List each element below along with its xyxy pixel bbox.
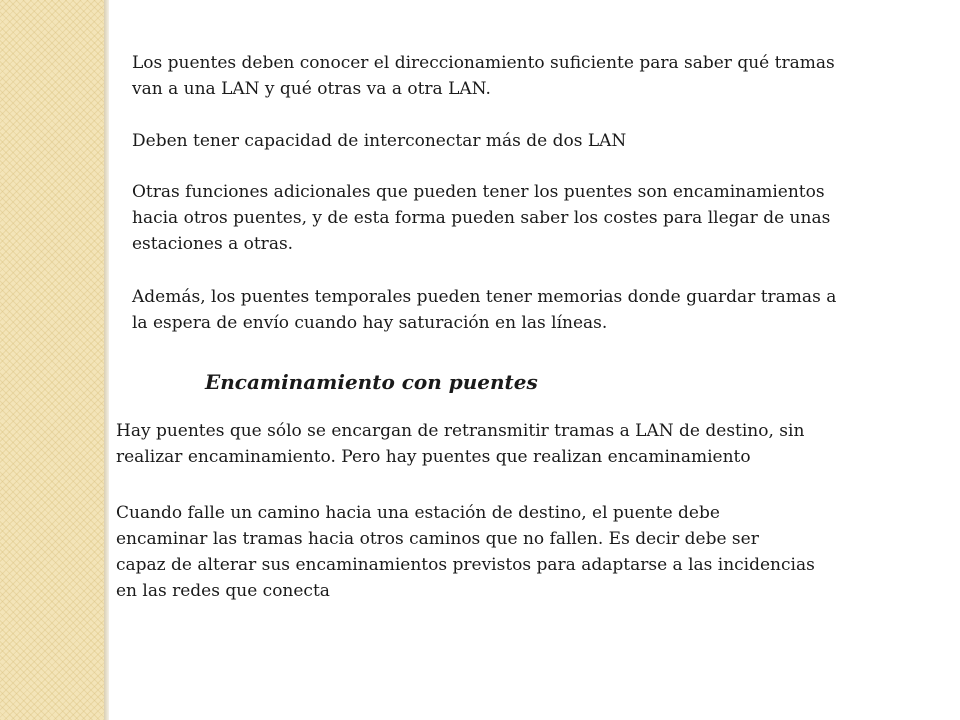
- text-line: Deben tener capacidad de interconectar más de dos LAN: [132, 131, 627, 151]
- paragraph-bridge-interconnect: [132, 128, 626, 154]
- paragraph-bridge-addressing: [132, 50, 835, 102]
- text-line: van a una LAN y qué otras va a otra LAN.: [132, 79, 491, 99]
- paragraph-routing-bridges: [116, 418, 804, 470]
- text-line: realizar encaminamiento. Pero hay puentes que realizan encaminamiento: [116, 447, 751, 467]
- paragraph-bridge-memory: [132, 284, 836, 336]
- sidebar-divider: [104, 0, 109, 720]
- text-line: Hay puentes que sólo se encargan de retransmitir tramas a LAN de destino, sin: [116, 421, 805, 441]
- text-line: en las redes que conecta: [116, 581, 330, 601]
- text-line: Además, los puentes temporales pueden tener memorias donde guardar tramas a: [132, 287, 837, 307]
- paragraph-route-failure: [116, 500, 815, 604]
- section-heading: Encaminamiento con puentes: [205, 370, 538, 394]
- text-line: encaminar las tramas hacia otros caminos que no fallen. Es decir debe ser: [116, 529, 759, 549]
- text-line: Cuando falle un camino hacia una estación de destino, el puente debe: [116, 503, 720, 523]
- text-line: Otras funciones adicionales que pueden tener los puentes son encaminamientos: [132, 182, 825, 202]
- decorative-sidebar: [0, 0, 104, 720]
- text-line: capaz de alterar sus encaminamientos previstos para adaptarse a las incidencias: [116, 555, 815, 575]
- paragraph-bridge-functions: [132, 179, 830, 257]
- text-line: estaciones a otras.: [132, 234, 294, 254]
- text-line: la espera de envío cuando hay saturación en las líneas.: [132, 313, 608, 333]
- text-line: hacia otros puentes, y de esta forma pueden saber los costes para llegar de unas: [132, 208, 831, 228]
- text-line: Los puentes deben conocer el direccionamiento suficiente para saber qué tramas: [132, 53, 835, 73]
